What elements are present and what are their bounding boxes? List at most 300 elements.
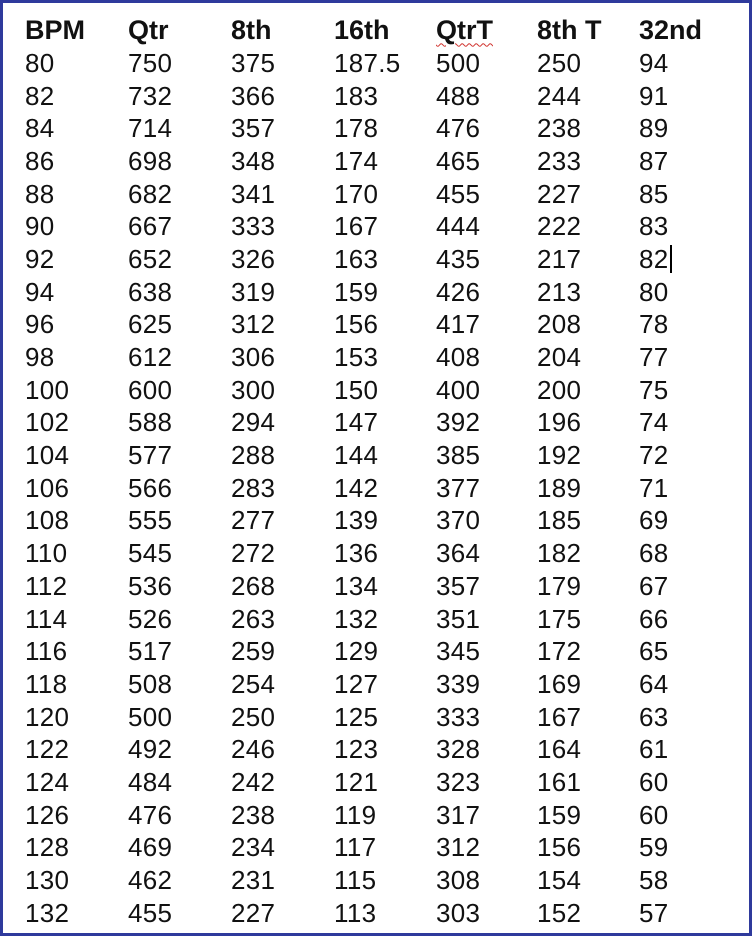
table-cell[interactable] [128,374,231,407]
table-cell[interactable] [128,537,231,570]
table-cell-value: 492 [128,734,173,765]
table-cell[interactable] [537,243,639,276]
column-header-label: QtrT [436,14,493,45]
table-cell[interactable] [639,80,729,113]
table-cell[interactable] [639,603,729,636]
table-cell-value: 96 [25,309,55,340]
table-cell[interactable] [537,178,639,211]
table-cell-value: 536 [128,570,173,601]
table-cell-value: 159 [334,276,379,307]
table-cell-value: 351 [436,603,481,634]
table-cell[interactable] [128,733,231,766]
table-cell[interactable] [639,210,729,243]
table-cell[interactable] [231,341,334,374]
table-cell[interactable] [231,635,334,668]
table-cell[interactable] [128,668,231,701]
table-cell[interactable] [334,47,436,80]
table-cell[interactable] [639,243,729,276]
table-cell-value: 94 [639,47,669,78]
table-cell[interactable] [231,472,334,505]
column-header[interactable] [231,13,334,47]
table-cell-value: 119 [334,799,377,830]
table-cell[interactable] [639,178,729,211]
table-cell-value: 150 [334,374,379,405]
table-cell[interactable] [334,276,436,309]
table-cell[interactable] [25,668,128,701]
table-cell[interactable] [128,80,231,113]
table-cell[interactable] [128,407,231,440]
table-cell[interactable] [537,472,639,505]
table-cell-value: 91 [639,80,669,111]
table-cell[interactable] [436,766,537,799]
table-cell[interactable] [639,570,729,603]
table-cell[interactable] [639,799,729,832]
table-cell[interactable] [334,799,436,832]
table-cell[interactable] [25,733,128,766]
table-cell[interactable] [334,145,436,178]
table-cell[interactable] [231,243,334,276]
table-row [25,799,729,832]
table-cell[interactable] [231,832,334,865]
table-cell[interactable] [436,439,537,472]
column-header[interactable] [128,13,231,47]
table-cell[interactable] [537,309,639,342]
table-cell[interactable] [436,701,537,734]
table-cell[interactable] [334,701,436,734]
table-cell[interactable] [639,701,729,734]
table-cell[interactable] [128,701,231,734]
table-cell[interactable] [436,276,537,309]
table-cell[interactable] [334,243,436,276]
table-cell-value: 750 [128,47,173,78]
table-row [25,439,729,472]
table-cell[interactable] [639,668,729,701]
table-cell[interactable] [231,178,334,211]
table-cell[interactable] [537,701,639,734]
table-cell[interactable] [334,407,436,440]
table-cell-value: 227 [537,178,582,209]
table-cell[interactable] [25,472,128,505]
table-cell[interactable] [639,407,729,440]
table-cell[interactable] [25,341,128,374]
table-cell[interactable] [436,243,537,276]
table-cell-value: 106 [25,472,70,503]
table-cell[interactable] [639,439,729,472]
table-cell[interactable] [436,309,537,342]
table-cell[interactable] [537,864,639,897]
table-cell-value: 136 [334,538,379,569]
table-cell[interactable] [231,668,334,701]
table-cell-value: 234 [231,832,276,863]
table-cell[interactable] [639,47,729,80]
table-cell[interactable] [334,341,436,374]
table-cell-value: 545 [128,538,173,569]
table-cell[interactable] [128,145,231,178]
table-cell[interactable] [334,505,436,538]
table-cell[interactable] [231,374,334,407]
table-cell[interactable] [639,635,729,668]
table-cell-value: 94 [25,276,55,307]
table-cell[interactable] [537,799,639,832]
table-cell[interactable] [128,864,231,897]
table-cell-value: 408 [436,342,481,373]
table-cell[interactable] [231,276,334,309]
table-row [25,603,729,636]
table-cell-value: 246 [231,734,276,765]
table-cell[interactable] [231,701,334,734]
table-cell-value: 526 [128,603,173,634]
table-cell[interactable] [436,145,537,178]
table-cell-value: 254 [231,668,276,699]
table-cell[interactable] [128,635,231,668]
table-row [25,341,729,374]
table-cell[interactable] [25,832,128,865]
table-cell[interactable] [25,766,128,799]
column-header-label: 32nd [639,14,703,45]
table-cell[interactable] [537,766,639,799]
table-cell[interactable] [436,472,537,505]
table-cell[interactable] [231,80,334,113]
table-cell[interactable] [231,799,334,832]
table-cell-value: 113 [334,897,377,928]
table-cell[interactable] [128,341,231,374]
table-cell[interactable] [128,47,231,80]
table-cell[interactable] [334,897,436,930]
table-cell-value: 125 [334,701,379,732]
table-cell-value: 69 [639,505,669,536]
table-cell-value: 333 [436,701,481,732]
table-cell[interactable] [436,210,537,243]
table-cell[interactable] [231,537,334,570]
table-cell[interactable] [128,243,231,276]
table-cell[interactable] [128,799,231,832]
table-cell-value: 341 [231,178,276,209]
table-cell[interactable] [436,799,537,832]
table-cell[interactable] [231,603,334,636]
table-cell-value: 75 [639,374,669,405]
table-cell[interactable] [25,309,128,342]
table-cell-value: 117 [334,832,377,863]
table-cell-value: 60 [639,766,669,797]
table-cell[interactable] [334,733,436,766]
table-cell-value: 268 [231,570,276,601]
table-cell[interactable] [128,766,231,799]
table-cell[interactable] [128,897,231,930]
table-cell[interactable] [231,864,334,897]
table-cell[interactable] [334,439,436,472]
table-cell[interactable] [639,374,729,407]
table-cell[interactable] [25,243,128,276]
table-cell[interactable] [537,603,639,636]
table-cell[interactable] [334,537,436,570]
table-cell[interactable] [25,701,128,734]
table-cell[interactable] [537,570,639,603]
table-cell-value: 488 [436,80,481,111]
table-cell-value: 326 [231,243,276,274]
table-cell-value: 90 [25,211,55,242]
table-cell[interactable] [436,374,537,407]
table-cell-value: 392 [436,407,481,438]
table-cell-value: 189 [537,472,582,503]
table-cell[interactable] [639,766,729,799]
table-cell-value: 333 [231,211,276,242]
table-cell-value: 182 [537,538,582,569]
table-cell[interactable] [537,210,639,243]
table-cell[interactable] [128,603,231,636]
table-cell-value: 217 [537,243,582,274]
table-cell[interactable] [334,178,436,211]
table-cell[interactable] [25,80,128,113]
table-cell[interactable] [436,864,537,897]
table-cell[interactable] [334,635,436,668]
table-cell-value: 102 [25,407,70,438]
table-cell[interactable] [639,309,729,342]
table-cell-value: 183 [334,80,379,111]
table-cell[interactable] [639,505,729,538]
table-cell[interactable] [436,341,537,374]
table-cell[interactable] [639,472,729,505]
table-cell[interactable] [128,505,231,538]
table-cell[interactable] [334,603,436,636]
column-header-label: Qtr [128,14,169,45]
table-cell[interactable] [639,341,729,374]
table-row [25,112,729,145]
table-cell[interactable] [334,668,436,701]
table-cell[interactable] [25,505,128,538]
table-cell[interactable] [436,47,537,80]
table-cell-value: 577 [128,440,173,471]
table-cell[interactable] [25,112,128,145]
table-cell[interactable] [334,210,436,243]
table-cell-value: 66 [639,603,669,634]
table-cell[interactable] [639,733,729,766]
table-cell[interactable] [436,407,537,440]
table-cell[interactable] [25,178,128,211]
table-cell-value: 112 [25,570,68,601]
table-cell-value: 625 [128,309,173,340]
table-header [25,13,729,47]
table-cell[interactable] [128,472,231,505]
table-cell[interactable] [128,210,231,243]
table-cell[interactable] [25,864,128,897]
table-row [25,537,729,570]
table-cell-value: 98 [25,342,55,373]
table-cell-value: 312 [436,832,481,863]
table-cell[interactable] [537,635,639,668]
table-cell-value: 238 [231,799,276,830]
table-cell-value: 306 [231,342,276,373]
table-cell-value: 120 [25,701,70,732]
table-cell-value: 555 [128,505,173,536]
table-cell-value: 385 [436,440,481,471]
table-cell[interactable] [334,80,436,113]
column-header[interactable] [436,13,537,47]
table-cell[interactable] [537,668,639,701]
table-cell[interactable] [25,439,128,472]
column-header[interactable] [639,13,729,47]
table-cell[interactable] [334,570,436,603]
table-cell[interactable] [25,570,128,603]
table-cell[interactable] [25,374,128,407]
table-row [25,47,729,80]
table-cell[interactable] [537,80,639,113]
table-cell[interactable] [231,897,334,930]
table-cell-value: 134 [334,570,379,601]
table-cell[interactable] [25,47,128,80]
table-cell[interactable] [25,407,128,440]
table-cell[interactable] [639,864,729,897]
table-cell[interactable] [436,603,537,636]
table-cell[interactable] [25,210,128,243]
table-cell[interactable] [231,766,334,799]
table-cell[interactable] [231,570,334,603]
table-cell[interactable] [25,635,128,668]
table-cell-value: 566 [128,472,173,503]
table-cell[interactable] [231,145,334,178]
table-cell-value: 323 [436,766,481,797]
table-cell[interactable] [231,210,334,243]
table-cell[interactable] [436,635,537,668]
table-cell-value: 86 [25,145,55,176]
table-cell[interactable] [537,733,639,766]
table-cell[interactable] [537,145,639,178]
table-cell[interactable] [231,407,334,440]
table-cell[interactable] [25,603,128,636]
column-header[interactable] [537,13,639,47]
table-cell[interactable] [128,309,231,342]
table-cell[interactable] [436,733,537,766]
table-cell[interactable] [639,145,729,178]
table-cell-value: 213 [537,276,582,307]
table-cell-value: 100 [25,374,70,405]
table-cell-value: 60 [639,799,669,830]
table-cell-value: 78 [639,309,669,340]
table-cell[interactable] [334,832,436,865]
table-cell[interactable] [128,439,231,472]
table-cell[interactable] [436,80,537,113]
table-cell[interactable] [537,374,639,407]
table-cell-value: 156 [334,309,379,340]
table-cell[interactable] [537,897,639,930]
table-cell-value: 72 [639,440,669,471]
table-cell[interactable] [128,178,231,211]
table-cell[interactable] [537,439,639,472]
table-cell[interactable] [128,570,231,603]
table-cell-value: 85 [639,178,669,209]
table-cell[interactable] [334,374,436,407]
table-cell-value: 77 [639,342,669,373]
table-cell-value: 667 [128,211,173,242]
table-row [25,864,729,897]
table-cell[interactable] [25,799,128,832]
table-cell[interactable] [639,832,729,865]
table-cell[interactable] [537,832,639,865]
table-cell[interactable] [334,472,436,505]
table-cell[interactable] [537,112,639,145]
table-cell[interactable] [537,47,639,80]
table-cell[interactable] [231,439,334,472]
table-cell[interactable] [231,505,334,538]
table-cell[interactable] [25,897,128,930]
table-cell-value: 154 [537,865,582,896]
table-cell-value: 163 [334,243,379,274]
table-cell[interactable] [639,112,729,145]
table-cell-value: 129 [334,636,379,667]
table-cell[interactable] [334,309,436,342]
table-cell[interactable] [231,112,334,145]
table-cell[interactable] [231,733,334,766]
table-cell[interactable] [436,668,537,701]
table-cell-value: 83 [639,211,669,242]
table-cell[interactable] [436,537,537,570]
table-cell[interactable] [436,832,537,865]
table-cell-value: 317 [436,799,481,830]
text-cursor [670,245,672,273]
table-cell[interactable] [436,897,537,930]
table-cell-value: 89 [639,113,669,144]
table-cell[interactable] [436,570,537,603]
table-cell[interactable] [537,505,639,538]
table-cell[interactable] [128,832,231,865]
table-cell[interactable] [128,276,231,309]
table-cell-value: 192 [537,440,582,471]
table-cell[interactable] [436,112,537,145]
table-cell-value: 588 [128,407,173,438]
table-cell[interactable] [128,112,231,145]
table-cell[interactable] [639,537,729,570]
table-cell[interactable] [231,47,334,80]
table-cell[interactable] [334,766,436,799]
table-cell-value: 283 [231,472,276,503]
table-cell-value: 92 [25,243,55,274]
table-cell-value: 178 [334,113,379,144]
table-cell[interactable] [537,276,639,309]
table-row [25,701,729,734]
table-cell[interactable] [334,864,436,897]
table-cell[interactable] [25,145,128,178]
table-cell[interactable] [639,897,729,930]
table-cell-value: 64 [639,668,669,699]
table-cell-value: 370 [436,505,481,536]
table-cell[interactable] [639,276,729,309]
table-cell[interactable] [537,407,639,440]
table-cell-value: 263 [231,603,276,634]
column-header[interactable] [334,13,436,47]
table-cell-value: 238 [537,113,582,144]
column-header[interactable] [25,13,128,47]
table-cell-value: 508 [128,668,173,699]
table-cell[interactable] [25,276,128,309]
table-cell[interactable] [231,309,334,342]
table-cell-value: 126 [25,799,70,830]
table-cell[interactable] [537,537,639,570]
table-cell-value: 345 [436,636,481,667]
table-cell-value: 132 [334,603,379,634]
table-cell-value: 127 [334,668,379,699]
bpm-delay-table [25,13,729,930]
table-cell[interactable] [25,537,128,570]
table-row [25,276,729,309]
table-cell[interactable] [436,505,537,538]
table-cell-value: 142 [334,472,379,503]
table-body [25,47,729,930]
table-cell[interactable] [436,178,537,211]
table-cell[interactable] [334,112,436,145]
table-cell-value: 132 [25,897,70,928]
table-cell-value: 114 [25,603,68,634]
table-cell[interactable] [537,341,639,374]
table-cell-value: 469 [128,832,173,863]
